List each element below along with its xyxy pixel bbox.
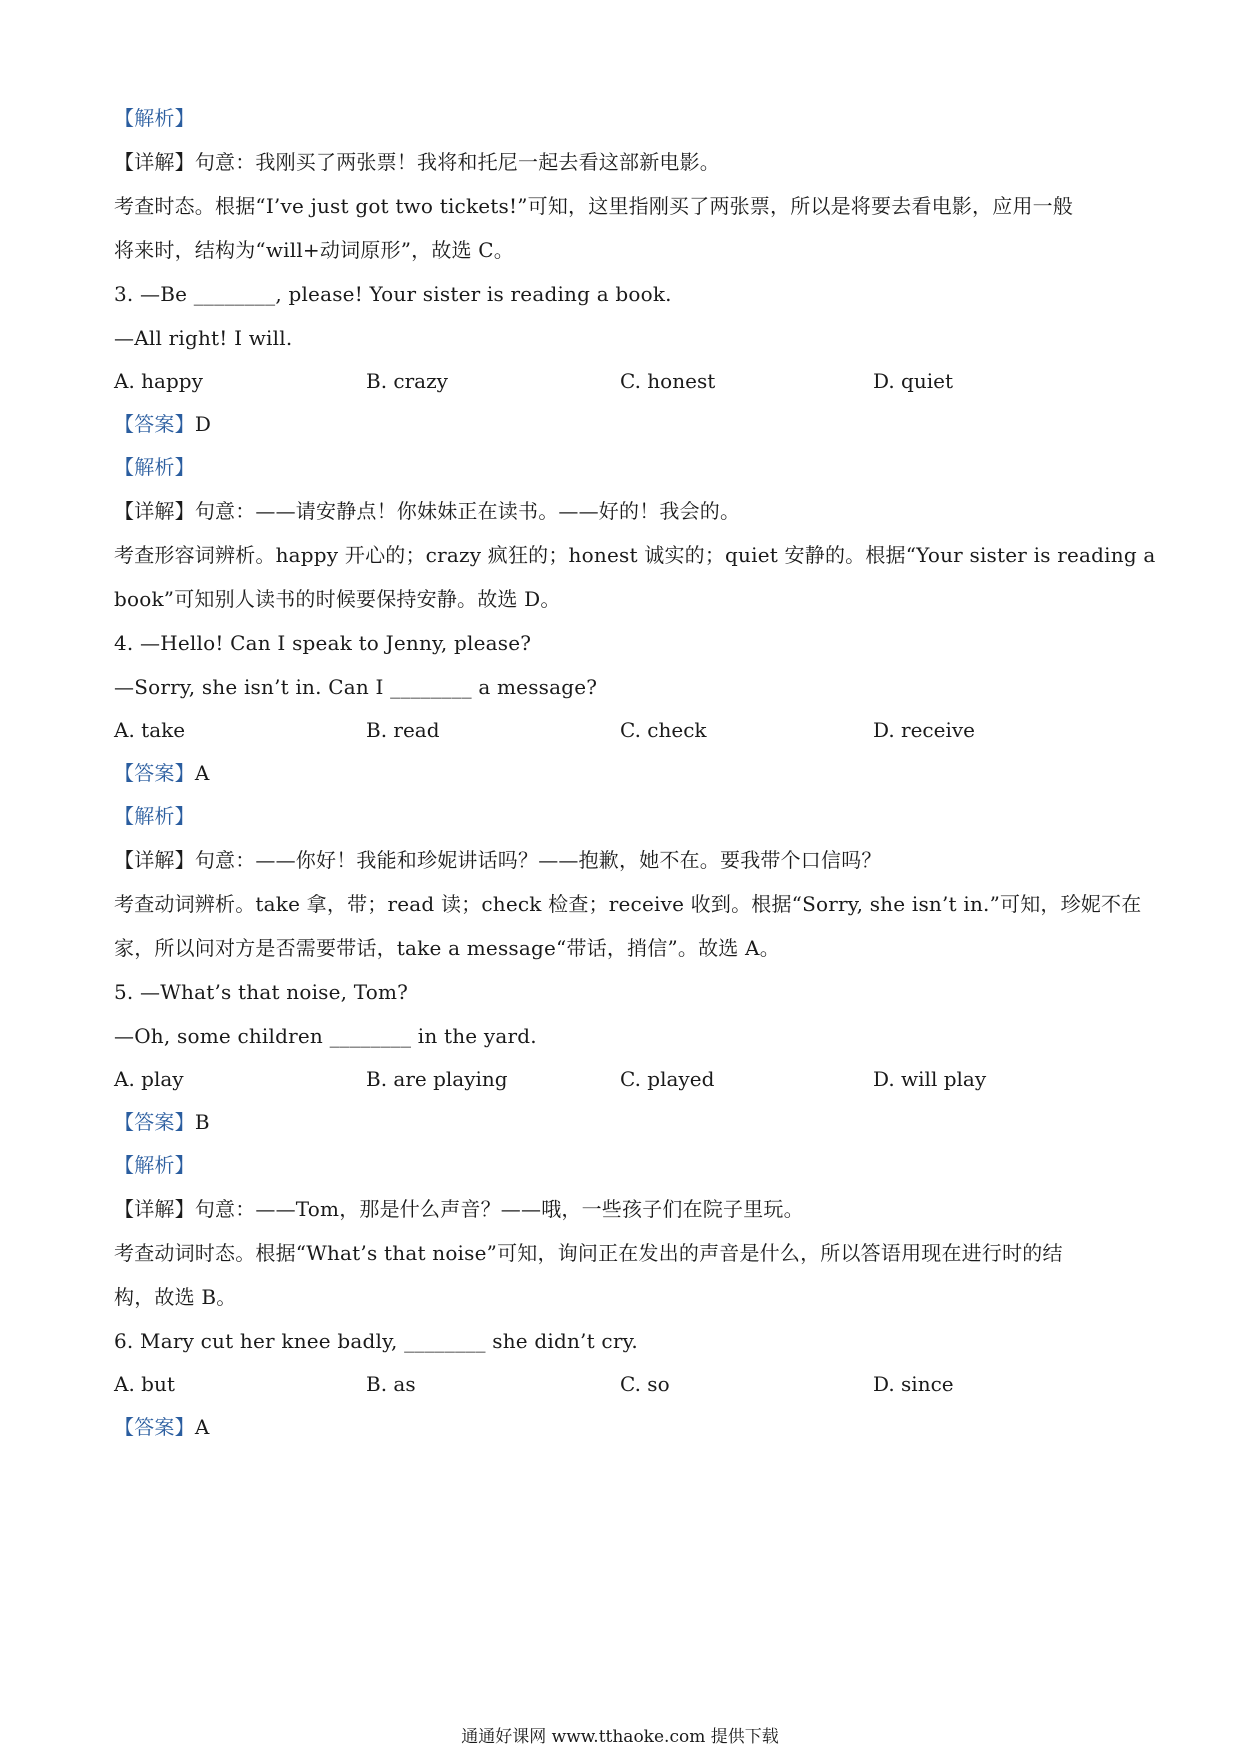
question-3-answer <box>114 411 1124 437</box>
question-5-option-b: B. are playing <box>366 1067 508 1091</box>
answer-value: B <box>194 1110 210 1134</box>
question-4-detail <box>114 847 1124 873</box>
question-3-option-d: D. quiet <box>873 369 953 393</box>
question-5-reply: —Oh, some children ________ in the yard. <box>114 1024 537 1048</box>
question-5-detail <box>114 1196 1124 1222</box>
detail-tag: 【详解】 <box>114 499 195 523</box>
question-3-option-a: A. happy <box>114 369 203 393</box>
question-4-reply: —Sorry, she isn’t in. Can I ________ a message? <box>114 675 598 699</box>
question-6-stem: 6. Mary cut her knee badly, ________ she didn’t cry. <box>114 1329 638 1353</box>
question-6-option-a: A. but <box>114 1372 175 1396</box>
question-4-stem: 4. —Hello! Can I speak to Jenny, please? <box>114 631 532 655</box>
detail-text: 句意：——你好！我能和珍妮讲话吗？——抱歉，她不在。要我带个口信吗？ <box>194 848 882 872</box>
question-5-stem: 5. —What’s that noise, Tom? <box>114 980 409 1004</box>
answer-tag: 【答案】 <box>114 1415 195 1439</box>
question-6-option-c: C. so <box>620 1372 670 1396</box>
question-3-stem: 3. —Be ________, please! Your sister is reading a book. <box>114 282 672 306</box>
question-5-explanation: 构，故选 B。 <box>114 1285 237 1309</box>
explanation-line: 考查时态。根据“I’ve just got two tickets!”可知，这里指刚买了两张票，所以是将要去看电影，应用一般 <box>114 194 1074 218</box>
detail-tag: 【详解】 <box>114 848 195 872</box>
question-4-option-c: C. check <box>620 718 707 742</box>
question-3-option-b: B. crazy <box>366 369 448 393</box>
question-6-answer <box>114 1414 1124 1440</box>
question-3-explanation: 考查形容词辨析。happy 开心的；crazy 疯狂的；honest 诚实的；quiet 安静的。根据“Your sister is reading a <box>114 543 1156 567</box>
detail-text: 句意：——请安静点！你妹妹正在读书。——好的！我会的。 <box>194 499 741 523</box>
question-4-option-a: A. take <box>114 718 186 742</box>
page-footer: 通通好课网 www.tthaoke.com 提供下载 <box>461 1727 779 1747</box>
question-4-option-b: B. read <box>366 718 440 742</box>
analysis-tag: 【解析】 <box>114 804 195 828</box>
answer-value: A <box>194 1415 210 1439</box>
question-5-option-d: D. will play <box>873 1067 987 1091</box>
analysis-heading <box>114 105 1124 131</box>
answer-value: A <box>194 761 210 785</box>
answer-tag: 【答案】 <box>114 1110 195 1134</box>
detail-text: 句意：——Tom，那是什么声音？——哦，一些孩子们在院子里玩。 <box>194 1197 804 1221</box>
analysis-tag: 【解析】 <box>114 1153 195 1177</box>
question-4-explanation: 考查动词辨析。take 拿，带；read 读；check 检查；receive 收到。根据“Sorry, she isn’t in.”可知，珍妮不在 <box>114 892 1142 916</box>
question-4-option-d: D. receive <box>873 718 976 742</box>
detail-text: 句意：我刚买了两张票！我将和托尼一起去看这部新电影。 <box>194 150 721 174</box>
question-3-option-c: C. honest <box>620 369 716 393</box>
question-4-answer <box>114 760 1124 786</box>
question-3-analysis-heading <box>114 454 1124 480</box>
analysis-tag: 【解析】 <box>114 106 195 130</box>
question-3-detail <box>114 498 1124 524</box>
answer-tag: 【答案】 <box>114 412 195 436</box>
question-5-option-a: A. play <box>114 1067 184 1091</box>
detail-tag: 【详解】 <box>114 1197 195 1221</box>
question-6-option-b: B. as <box>366 1372 416 1396</box>
question-3-explanation: book”可知别人读书的时候要保持安静。故选 D。 <box>114 587 561 611</box>
detail-line <box>114 149 1124 175</box>
question-5-explanation: 考查动词时态。根据“What’s that noise”可知，询问正在发出的声音是什么，所以答语用现在进行时的结 <box>114 1241 1063 1265</box>
question-4-explanation: 家，所以问对方是否需要带话，take a message“带话，捎信”。故选 A。 <box>114 936 780 960</box>
question-3-reply: —All right! I will. <box>114 326 293 350</box>
question-6-option-d: D. since <box>873 1372 954 1396</box>
detail-tag: 【详解】 <box>114 150 195 174</box>
question-4-analysis-heading <box>114 803 1124 829</box>
question-5-analysis-heading <box>114 1152 1124 1178</box>
analysis-tag: 【解析】 <box>114 455 195 479</box>
answer-tag: 【答案】 <box>114 761 195 785</box>
explanation-line: 将来时，结构为“will+动词原形”，故选 C。 <box>114 238 514 262</box>
question-5-option-c: C. played <box>620 1067 715 1091</box>
answer-value: D <box>194 412 212 436</box>
question-5-answer <box>114 1109 1124 1135</box>
